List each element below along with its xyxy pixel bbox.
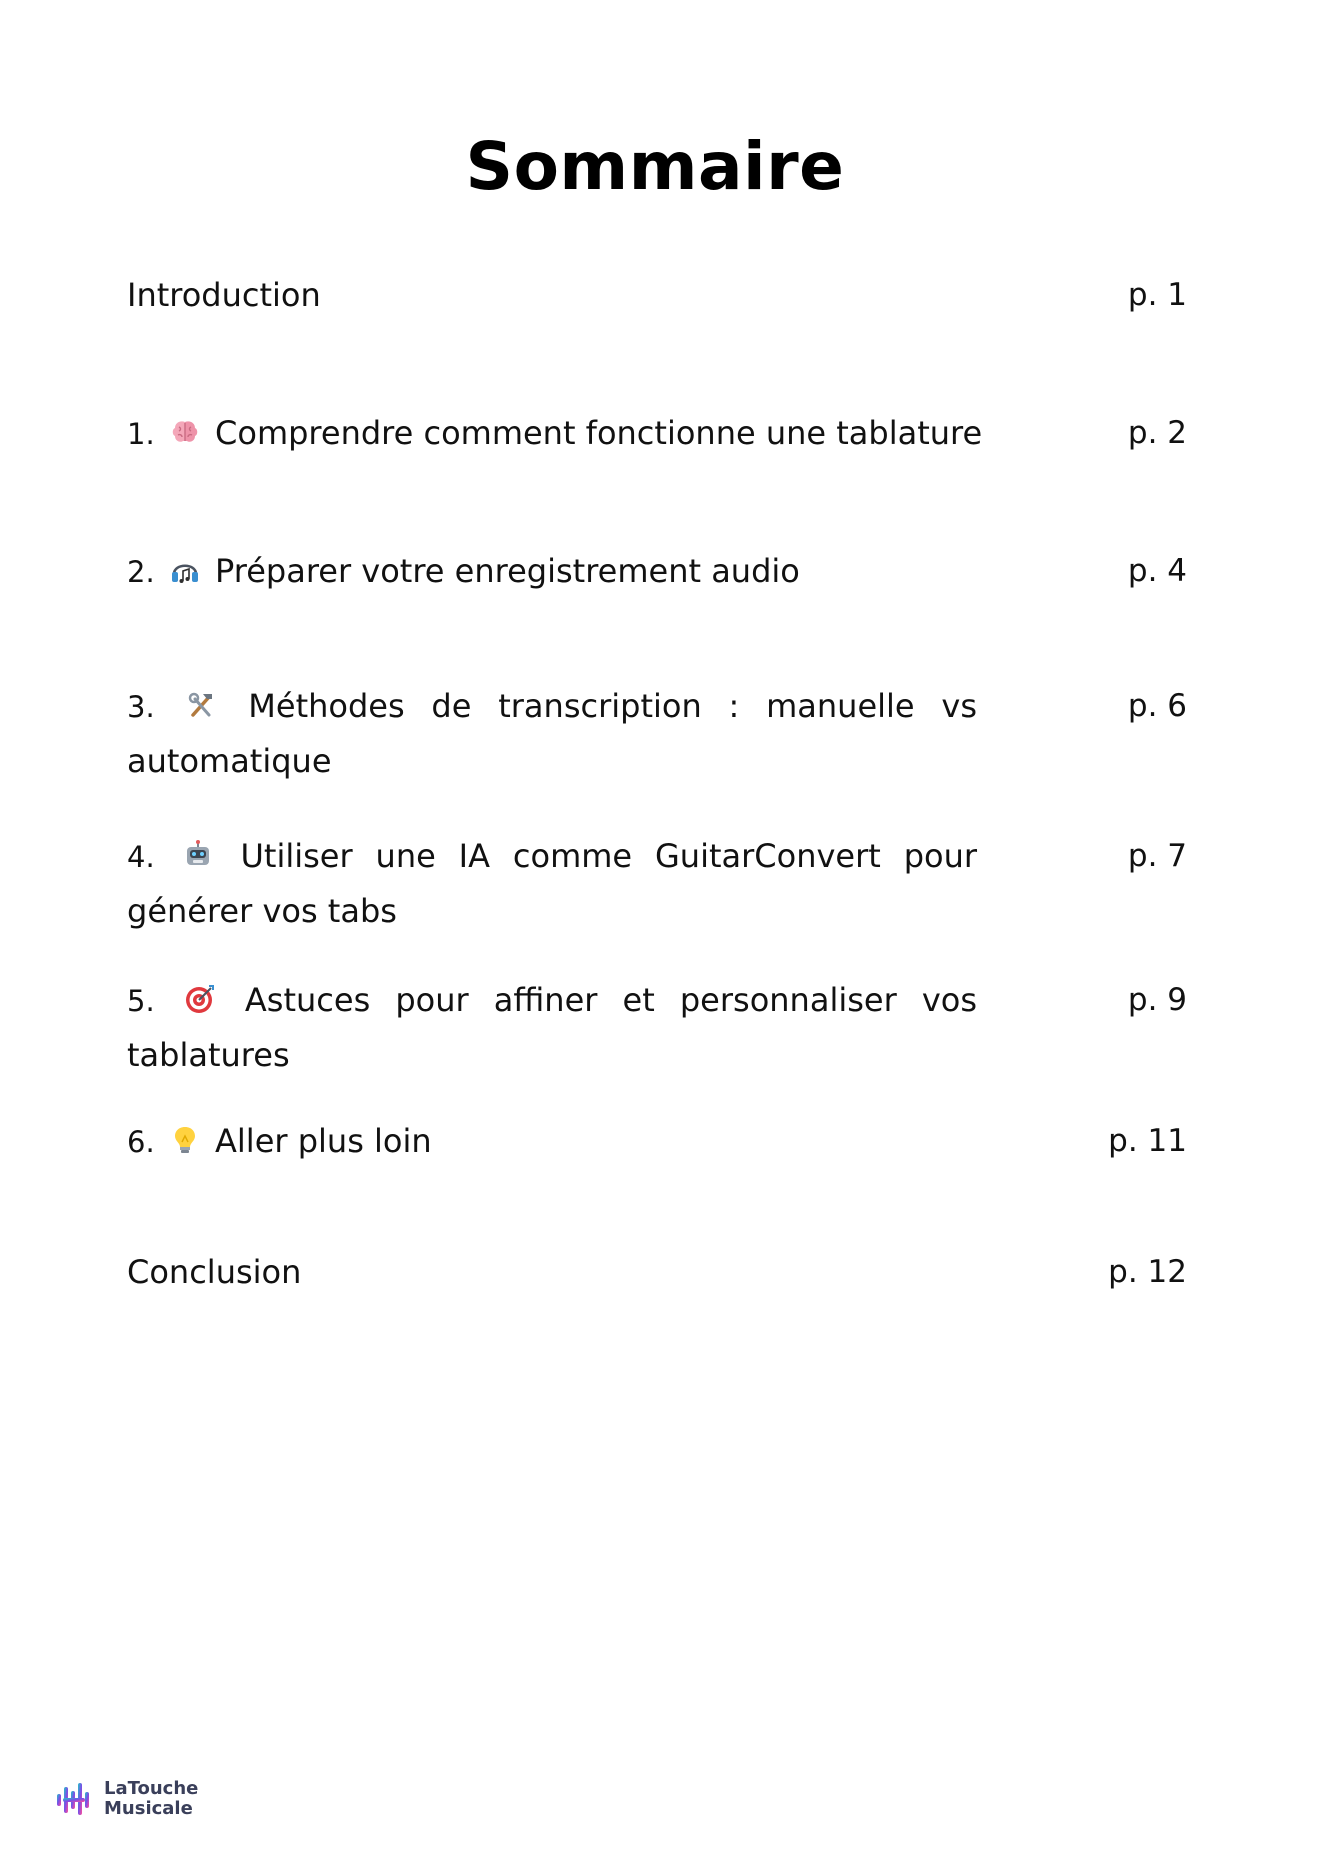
toc-entry-label: Conclusion <box>127 1253 302 1291</box>
toc-entry-conclusion[interactable] <box>127 1245 1187 1299</box>
toc-entry-label: Astuces pour affiner et personnaliser vos tablatures <box>127 981 978 1074</box>
toc-entry-1[interactable] <box>127 406 1187 461</box>
toc-entry-page: p. 1 <box>1127 277 1187 313</box>
toc-entry-6[interactable] <box>127 1114 1187 1169</box>
toc-entry-page: p. 11 <box>1108 1123 1187 1159</box>
toc-entry-page: p. 6 <box>1127 688 1187 724</box>
target-icon <box>184 983 216 1015</box>
toc-entry-number: 4. <box>127 840 155 874</box>
toc-entry-label: Aller plus loin <box>215 1122 432 1160</box>
page-title: Sommaire <box>465 128 845 205</box>
brand-name: LaTouche Musicale <box>104 1778 199 1819</box>
toc-entry-page: p. 7 <box>1127 838 1187 874</box>
toc-entry-label: Introduction <box>127 276 321 314</box>
toc-entry-label: Comprendre comment fonctionne une tablature <box>215 414 983 452</box>
toc-entry-page: p. 4 <box>1127 553 1187 589</box>
toc-entry-page: p. 2 <box>1127 415 1187 451</box>
toc-entry-number: 6. <box>127 1125 155 1159</box>
toc-entry-label: Préparer votre enregistrement audio <box>215 552 800 590</box>
toc-entry-number: 1. <box>127 417 155 451</box>
toc-entry-5[interactable] <box>127 973 1187 1082</box>
toc-entry-introduction[interactable] <box>127 268 1187 322</box>
toc-entry-number: 5. <box>127 984 155 1018</box>
toc-entry-page: p. 12 <box>1108 1254 1187 1290</box>
toc-entry-4[interactable] <box>127 829 1187 938</box>
toc-entry-label: Utiliser une IA comme GuitarConvert pour générer vos tabs <box>127 837 978 930</box>
robot-icon <box>182 839 214 871</box>
toc-entry-3[interactable] <box>127 679 1187 788</box>
toc-entry-page: p. 9 <box>1127 982 1187 1018</box>
soundwave-logo-icon <box>54 1778 96 1820</box>
toc-entry-label: Méthodes de transcription : manuelle vs automatique <box>127 687 978 780</box>
toc-entry-2[interactable] <box>127 544 1187 599</box>
hammer-wrench-icon <box>185 689 217 721</box>
brand-logo <box>54 1778 198 1820</box>
brain-icon <box>169 416 201 448</box>
headphones-icon <box>169 554 201 586</box>
toc-entry-number: 2. <box>127 555 155 589</box>
toc-entry-number: 3. <box>127 690 155 724</box>
lightbulb-icon <box>169 1124 201 1156</box>
